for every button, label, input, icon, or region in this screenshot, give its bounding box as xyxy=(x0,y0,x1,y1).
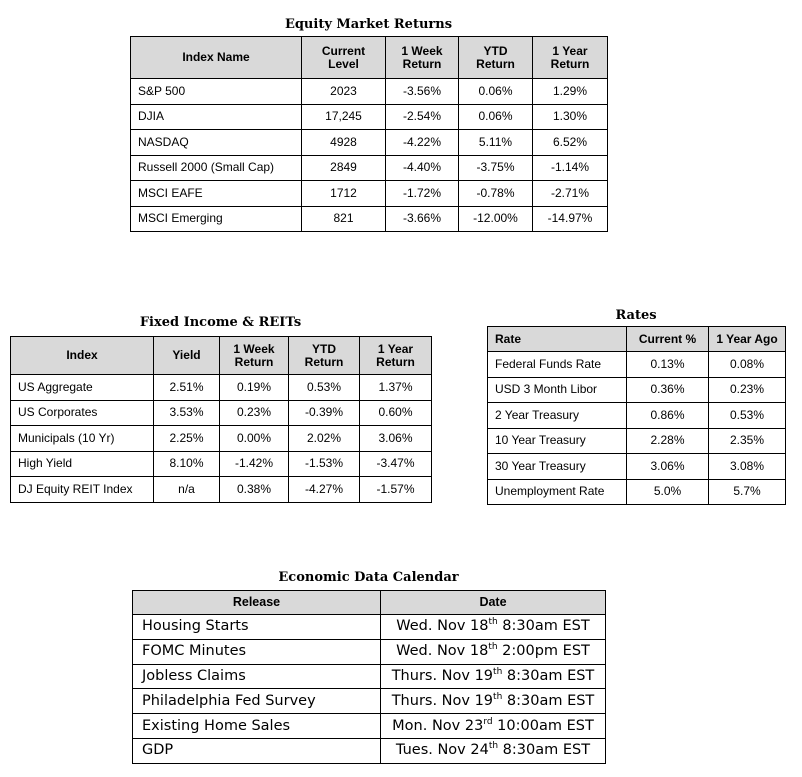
table-row xyxy=(11,426,432,452)
equity-returns-table xyxy=(130,36,608,232)
rate-name-cell: 10 Year Treasury xyxy=(488,428,627,454)
table-row xyxy=(133,738,606,763)
column-header: Yield xyxy=(154,337,220,375)
current-level-cell: 17,245 xyxy=(302,104,386,130)
release-name-cell: Housing Starts xyxy=(133,615,381,640)
column-header: Rate xyxy=(488,327,627,352)
time-text: 8:30am EST xyxy=(498,742,591,759)
table-header-row xyxy=(11,337,432,375)
date-text: Wed. Nov 18 xyxy=(396,618,489,635)
year-return-cell: 0.60% xyxy=(360,400,432,426)
current-rate-cell: 2.28% xyxy=(627,428,709,454)
index-name-cell: High Yield xyxy=(11,451,154,477)
current-level-cell: 4928 xyxy=(302,130,386,156)
current-rate-cell: 5.0% xyxy=(627,479,709,505)
equity-table-title: Equity Market Returns xyxy=(284,17,453,32)
current-rate-cell: 0.86% xyxy=(627,403,709,429)
rates-table-title: Rates xyxy=(615,308,657,323)
time-text: 10:00am EST xyxy=(492,717,594,734)
table-row xyxy=(11,375,432,401)
yield-cell: 8.10% xyxy=(154,451,220,477)
date-ordinal: th xyxy=(493,691,503,702)
time-text: 8:30am EST xyxy=(502,692,595,709)
week-return-cell: -4.22% xyxy=(386,130,459,156)
date-ordinal: th xyxy=(488,642,498,653)
table-row xyxy=(133,664,606,689)
column-header: 1 Year Ago xyxy=(709,327,786,352)
column-header: Date xyxy=(381,591,606,615)
current-rate-cell: 0.13% xyxy=(627,352,709,378)
rate-name-cell: 2 Year Treasury xyxy=(488,403,627,429)
current-rate-cell: 3.06% xyxy=(627,454,709,480)
year-return-cell: 1.30% xyxy=(533,104,608,130)
week-return-cell: -2.54% xyxy=(386,104,459,130)
ytd-return-cell: 5.11% xyxy=(459,130,533,156)
release-name-cell: GDP xyxy=(133,738,381,763)
column-header: YTD Return xyxy=(459,37,533,79)
date-ordinal: rd xyxy=(483,716,493,727)
index-name-cell: DJIA xyxy=(131,104,302,130)
column-header: Current % xyxy=(627,327,709,352)
column-header: Index xyxy=(11,337,154,375)
date-text: Tues. Nov 24 xyxy=(395,742,489,759)
column-header: Current Level xyxy=(302,37,386,79)
index-name-cell: NASDAQ xyxy=(131,130,302,156)
column-header: Index Name xyxy=(131,37,302,79)
rate-name-cell: Federal Funds Rate xyxy=(488,352,627,378)
yield-cell: 3.53% xyxy=(154,400,220,426)
table-row xyxy=(131,155,608,181)
fixed-income-table-title: Fixed Income & REITs xyxy=(139,315,302,330)
current-level-cell: 1712 xyxy=(302,181,386,207)
index-name-cell: MSCI EAFE xyxy=(131,181,302,207)
week-return-cell: 0.19% xyxy=(220,375,289,401)
date-text: Mon. Nov 23 xyxy=(392,717,484,734)
table-row xyxy=(131,206,608,232)
fixed-income-table xyxy=(10,336,432,503)
release-date-cell xyxy=(381,615,606,640)
table-header-row xyxy=(488,327,786,352)
table-row xyxy=(11,451,432,477)
index-name-cell: DJ Equity REIT Index xyxy=(11,477,154,503)
index-name-cell: Russell 2000 (Small Cap) xyxy=(131,155,302,181)
week-return-cell: -3.56% xyxy=(386,79,459,105)
current-rate-cell: 0.36% xyxy=(627,377,709,403)
table-row xyxy=(488,428,786,454)
release-date-cell xyxy=(381,738,606,763)
rate-name-cell: USD 3 Month Libor xyxy=(488,377,627,403)
index-name-cell: S&P 500 xyxy=(131,79,302,105)
table-row xyxy=(131,79,608,105)
current-level-cell: 821 xyxy=(302,206,386,232)
table-row xyxy=(11,477,432,503)
table-row xyxy=(133,689,606,714)
date-text: Wed. Nov 18 xyxy=(396,643,489,660)
release-name-cell: Philadelphia Fed Survey xyxy=(133,689,381,714)
table-header-row xyxy=(133,591,606,615)
release-name-cell: Jobless Claims xyxy=(133,664,381,689)
table-row xyxy=(11,400,432,426)
current-level-cell: 2849 xyxy=(302,155,386,181)
week-return-cell: -4.40% xyxy=(386,155,459,181)
release-date-cell xyxy=(381,664,606,689)
table-row xyxy=(131,181,608,207)
table-row xyxy=(488,377,786,403)
year-return-cell: -2.71% xyxy=(533,181,608,207)
index-name-cell: Municipals (10 Yr) xyxy=(11,426,154,452)
index-name-cell: US Aggregate xyxy=(11,375,154,401)
release-date-cell xyxy=(381,714,606,739)
year-ago-rate-cell: 5.7% xyxy=(709,479,786,505)
table-row xyxy=(488,403,786,429)
year-ago-rate-cell: 2.35% xyxy=(709,428,786,454)
current-level-cell: 2023 xyxy=(302,79,386,105)
column-header: 1 Year Return xyxy=(360,337,432,375)
economic-calendar-title: Economic Data Calendar xyxy=(278,570,459,585)
column-header: Release xyxy=(133,591,381,615)
year-return-cell: 1.37% xyxy=(360,375,432,401)
ytd-return-cell: -12.00% xyxy=(459,206,533,232)
column-header: 1 Week Return xyxy=(220,337,289,375)
index-name-cell: MSCI Emerging xyxy=(131,206,302,232)
week-return-cell: -1.42% xyxy=(220,451,289,477)
ytd-return-cell: -3.75% xyxy=(459,155,533,181)
time-text: 2:00pm EST xyxy=(497,643,590,660)
week-return-cell: 0.00% xyxy=(220,426,289,452)
date-ordinal: th xyxy=(488,617,498,628)
yield-cell: 2.25% xyxy=(154,426,220,452)
column-header: YTD Return xyxy=(289,337,360,375)
table-row xyxy=(131,130,608,156)
year-return-cell: -1.14% xyxy=(533,155,608,181)
ytd-return-cell: -0.78% xyxy=(459,181,533,207)
yield-cell: n/a xyxy=(154,477,220,503)
year-return-cell: -3.47% xyxy=(360,451,432,477)
year-ago-rate-cell: 0.53% xyxy=(709,403,786,429)
column-header: 1 Week Return xyxy=(386,37,459,79)
ytd-return-cell: -0.39% xyxy=(289,400,360,426)
ytd-return-cell: 0.06% xyxy=(459,79,533,105)
economic-calendar-table xyxy=(132,590,606,764)
year-return-cell: 6.52% xyxy=(533,130,608,156)
yield-cell: 2.51% xyxy=(154,375,220,401)
time-text: 8:30am EST xyxy=(502,667,595,684)
rate-name-cell: 30 Year Treasury xyxy=(488,454,627,480)
table-header-row xyxy=(131,37,608,79)
week-return-cell: -1.72% xyxy=(386,181,459,207)
release-date-cell xyxy=(381,639,606,664)
year-return-cell: 3.06% xyxy=(360,426,432,452)
date-ordinal: th xyxy=(488,741,499,752)
ytd-return-cell: 0.06% xyxy=(459,104,533,130)
date-ordinal: th xyxy=(493,667,503,678)
release-name-cell: Existing Home Sales xyxy=(133,714,381,739)
ytd-return-cell: -1.53% xyxy=(289,451,360,477)
year-return-cell: 1.29% xyxy=(533,79,608,105)
rates-table xyxy=(487,326,786,505)
table-row xyxy=(133,615,606,640)
release-date-cell xyxy=(381,689,606,714)
release-name-cell: FOMC Minutes xyxy=(133,639,381,664)
ytd-return-cell: 2.02% xyxy=(289,426,360,452)
date-text: Thurs. Nov 19 xyxy=(391,692,494,709)
week-return-cell: 0.23% xyxy=(220,400,289,426)
table-row xyxy=(488,479,786,505)
year-return-cell: -14.97% xyxy=(533,206,608,232)
year-ago-rate-cell: 3.08% xyxy=(709,454,786,480)
year-return-cell: -1.57% xyxy=(360,477,432,503)
table-row xyxy=(131,104,608,130)
ytd-return-cell: -4.27% xyxy=(289,477,360,503)
week-return-cell: -3.66% xyxy=(386,206,459,232)
table-row xyxy=(488,352,786,378)
week-return-cell: 0.38% xyxy=(220,477,289,503)
table-row xyxy=(133,639,606,664)
date-text: Thurs. Nov 19 xyxy=(391,667,494,684)
column-header: 1 Year Return xyxy=(533,37,608,79)
time-text: 8:30am EST xyxy=(497,618,590,635)
table-row xyxy=(488,454,786,480)
index-name-cell: US Corporates xyxy=(11,400,154,426)
year-ago-rate-cell: 0.23% xyxy=(709,377,786,403)
year-ago-rate-cell: 0.08% xyxy=(709,352,786,378)
rate-name-cell: Unemployment Rate xyxy=(488,479,627,505)
ytd-return-cell: 0.53% xyxy=(289,375,360,401)
table-row xyxy=(133,714,606,739)
